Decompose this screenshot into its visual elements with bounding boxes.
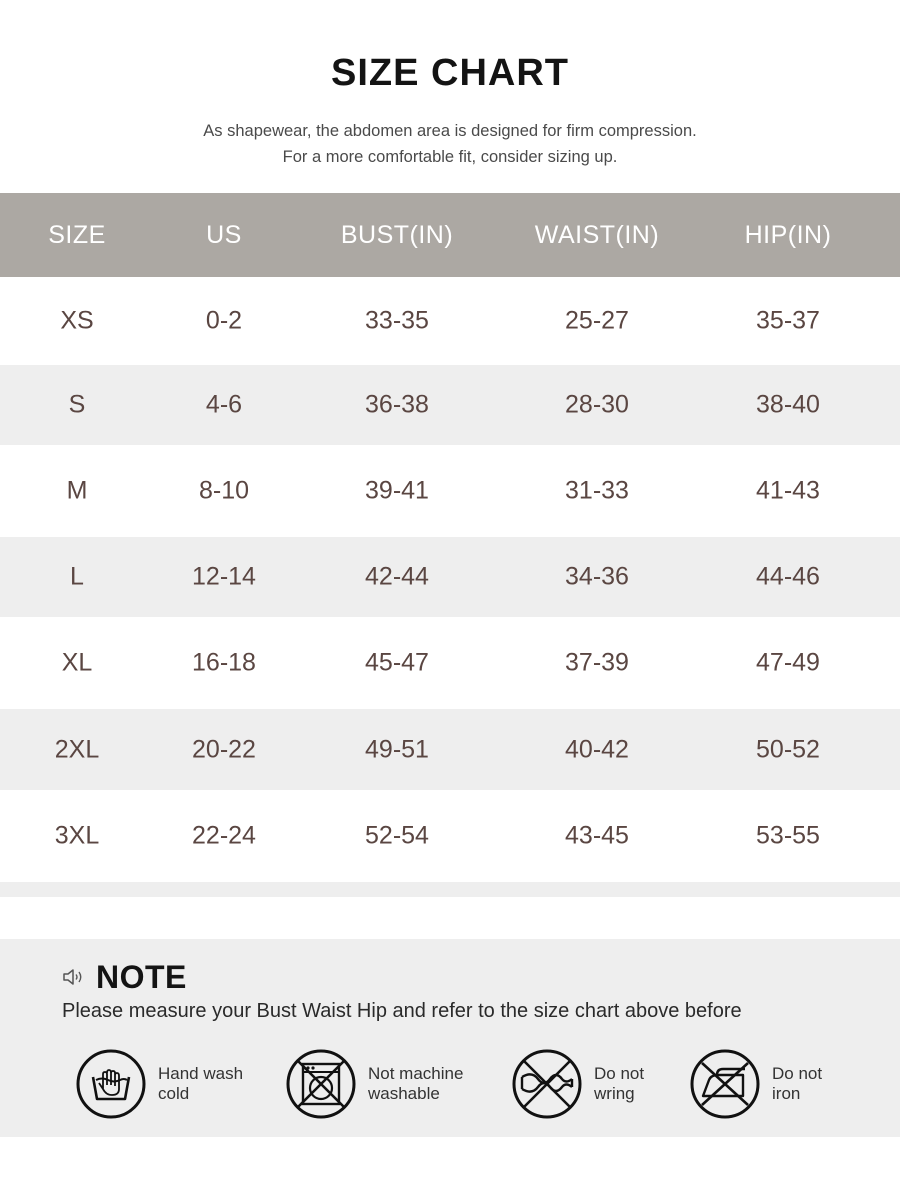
care-label-line: iron: [772, 1084, 801, 1103]
care-label-line: washable: [368, 1084, 440, 1103]
cell-hip: 53-55: [756, 821, 820, 850]
cell-hip: 47-49: [756, 648, 820, 677]
cell-waist: 37-39: [565, 648, 629, 677]
cell-bust: 52-54: [365, 821, 429, 850]
no-iron-icon: [690, 1049, 760, 1119]
cell-us: 16-18: [192, 648, 256, 677]
cell-waist: 25-27: [565, 306, 629, 335]
cell-us: 20-22: [192, 735, 256, 763]
cell-us: 8-10: [198, 476, 250, 505]
hand-wash-icon: [76, 1049, 146, 1119]
table-row: [0, 365, 900, 445]
cell-waist: 40-42: [565, 735, 629, 763]
table-row: [0, 790, 900, 882]
no-machine-wash-icon: [286, 1049, 356, 1119]
cell-size: S: [68, 390, 86, 419]
table-bottom-band: [0, 882, 900, 897]
cell-waist: 34-36: [565, 562, 629, 591]
cell-bust: 36-38: [365, 390, 429, 419]
cell-us: 22-24: [192, 821, 256, 850]
cell-hip: 44-46: [756, 562, 820, 591]
cell-us: 0-2: [205, 306, 243, 335]
page-title: SIZE CHART: [331, 52, 569, 94]
subtitle: [0, 118, 900, 170]
speaker-icon: [62, 967, 86, 987]
note-heading: [62, 957, 187, 997]
subtitle-line-2: For a more comfortable fit, consider sizing up.: [282, 148, 618, 166]
cell-hip: 41-43: [756, 476, 820, 505]
cell-waist: 31-33: [565, 476, 629, 505]
cell-size: L: [70, 562, 84, 591]
cell-bust: 39-41: [365, 476, 429, 505]
no-wring-icon: [512, 1049, 582, 1119]
column-header-size: SIZE: [48, 221, 106, 249]
care-label-line: wring: [594, 1084, 635, 1103]
cell-us: 4-6: [205, 390, 243, 419]
cell-size: XL: [61, 648, 93, 677]
note-text: Please measure your Bust Waist Hip and refer to the size chart above before: [62, 1000, 742, 1022]
column-header-hip: HIP(IN): [744, 221, 832, 249]
table-row: [0, 709, 900, 790]
cell-size: XS: [60, 306, 94, 335]
table-row: [0, 617, 900, 709]
care-hand-wash: [76, 1047, 278, 1121]
cell-size: M: [66, 476, 88, 505]
table-row: [0, 277, 900, 365]
care-label: [158, 1064, 278, 1104]
cell-hip: 38-40: [756, 390, 820, 419]
cell-bust: 45-47: [365, 648, 429, 677]
cell-bust: 49-51: [365, 735, 429, 763]
cell-size: 3XL: [54, 821, 100, 850]
cell-us: 12-14: [192, 562, 256, 591]
care-label-line: Hand wash: [158, 1064, 244, 1083]
care-no-machine-wash: [286, 1047, 488, 1121]
care-label-line: Not machine: [368, 1064, 464, 1083]
note-section: [0, 939, 900, 1137]
cell-hip: 35-37: [756, 306, 820, 335]
care-label: [772, 1064, 892, 1104]
cell-waist: 28-30: [565, 390, 629, 419]
cell-bust: 42-44: [365, 562, 429, 591]
cell-size: 2XL: [54, 735, 100, 763]
cell-waist: 43-45: [565, 821, 629, 850]
table-row: [0, 537, 900, 617]
note-title: NOTE: [96, 958, 187, 995]
column-header-waist: WAIST(IN): [534, 221, 660, 249]
cell-bust: 33-35: [365, 306, 429, 335]
subtitle-line-1: As shapewear, the abdomen area is designed for firm compression.: [203, 122, 697, 140]
care-no-wring: [512, 1047, 714, 1121]
care-label-line: Do not: [594, 1064, 645, 1083]
table-row: [0, 445, 900, 537]
care-label: [368, 1064, 488, 1104]
column-header-bust: BUST(IN): [340, 221, 454, 249]
column-header-us: US: [206, 221, 242, 249]
size-table-header: [0, 193, 900, 277]
care-no-iron: [690, 1047, 892, 1121]
cell-hip: 50-52: [756, 735, 820, 763]
care-label-line: Do not: [772, 1064, 823, 1083]
care-label-line: cold: [158, 1084, 190, 1103]
